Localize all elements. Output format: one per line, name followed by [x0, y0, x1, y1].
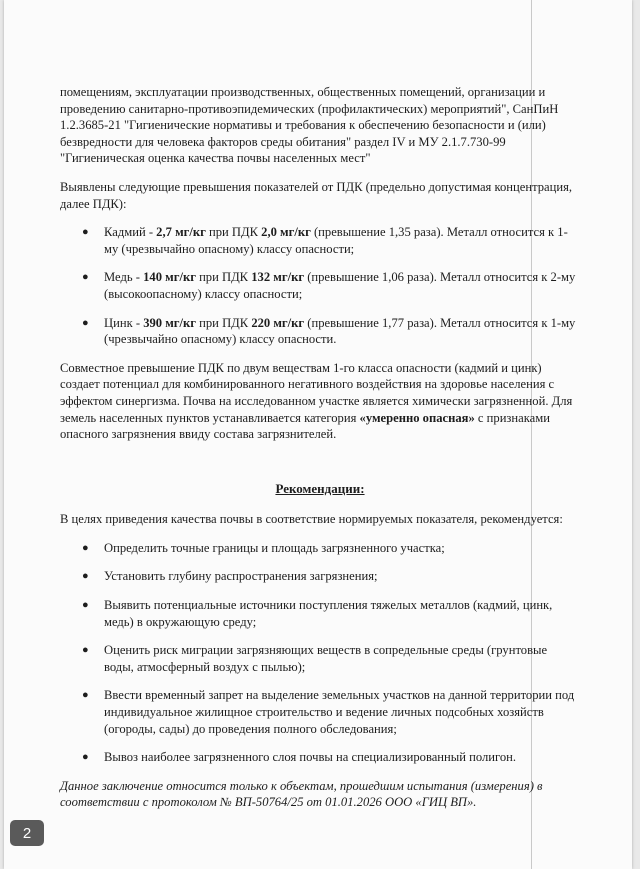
exceedance-intro: Выявлены следующие превышения показателей от ПДК (предельно допустимая концентрация, далее ПДК): [60, 179, 573, 211]
measured-value: 2,7 мг/кг [156, 225, 206, 240]
recommendation-item: ● Оценить риск миграции загрязняющих веществ в сопредельные среды (грунтовые воды, атмосферный воздух с пылью); [82, 643, 548, 674]
document-page [4, 0, 632, 869]
recommendation-item: ● Установить глубину распространения загрязнения; [82, 569, 378, 584]
bullet-icon: ● [82, 541, 89, 554]
page-number-badge[interactable]: 2 [10, 820, 44, 846]
recommendation-item: ● Определить точные границы и площадь загрязненного участка; [82, 540, 445, 555]
measured-value: 140 мг/кг [143, 270, 196, 285]
bullet-icon: ● [82, 316, 89, 329]
pdk-value: 2,0 мг/кг [261, 225, 311, 240]
bullet-icon: ● [82, 599, 89, 612]
recommendations-list [60, 540, 580, 766]
bullet-icon: ● [82, 751, 89, 764]
bullet-icon: ● [82, 644, 89, 657]
recommendation-item: ● Вывоз наиболее загрязненного слоя почвы на специализированный полигон. [82, 750, 517, 765]
exceedance-list [60, 224, 580, 348]
bullet-icon: ● [82, 689, 89, 702]
pdk-value: 132 мг/кг [251, 270, 305, 285]
document-body [60, 84, 580, 823]
pdk-value: 220 мг/кг [251, 315, 305, 330]
exceedance-item-zinc: ● Цинк - 390 мг/кг при ПДК 220 мг/кг (превышение 1,77 раза). Металл относится к 1-му (чрезвычайно опасному) классу опасности. [82, 315, 576, 347]
bullet-icon: ● [82, 271, 89, 284]
conclusion-paragraph: Совместное превышение ПДК по двум веществам 1-го класса опасности (кадмий и цинк) создает потенциал для комбинированного негативного воздействия на здоровье населения с эффектом синергизма. Почва на исследованном участке является химически загрязненной. Для земель населенных пунктов устанавливается категория «умеренно опасная» с признаками опасного загрязнения ввиду состава загрязнителей. [60, 360, 573, 442]
exceedance-item-cadmium: ● Кадмий - 2,7 мг/кг при ПДК 2,0 мг/кг (превышение 1,35 раза). Металл относится к 1-му (чрезвычайно опасному) классу опасности; [82, 225, 568, 256]
measured-value: 390 мг/кг [143, 315, 196, 330]
intro-paragraph: помещениям, эксплуатации производственных, общественных помещений, организации и проведению санитарно-противоэпидемических (профилактических) мероприятий", СанПиН 1.2.3685-21 "Гигиенические нормативы и требования к обеспечению безопасности и (или) безвредности для человека факторов среды обитания" раздел IV и МУ 2.1.7.730-99 "Гигиеническая оценка качества почвы населенных мест" [60, 85, 559, 166]
hazard-category: «умеренно опасная» [359, 410, 475, 425]
recommendation-item: ● Выявить потенциальные источники поступления тяжелых металлов (кадмий, цинк, медь) в окружающую среду; [82, 598, 553, 629]
bullet-icon: ● [82, 570, 89, 583]
recommendation-item: ● Ввести временный запрет на выделение земельных участков на данной территории под индивидуальное жилищное строительство и ведение личных подсобных хозяйств (огороды, сады) до проведения полного обследования; [82, 688, 575, 736]
exceedance-item-copper: ● Медь - 140 мг/кг при ПДК 132 мг/кг (превышение 1,06 раза). Металл относится к 2-му (высокоопасному) классу опасности; [82, 270, 576, 301]
recommendations-intro: В целях приведения качества почвы в соответствие нормируемых показателя, рекомендуется: [60, 512, 563, 527]
recommendations-heading: Рекомендации: [275, 480, 365, 496]
bullet-icon: ● [82, 226, 89, 239]
protocol-note: Данное заключение относится только к объектам, прошедшим испытания (измерения) в соответствии с протоколом № ВП-50764/25 от 01.01.2026 ООО «ГИЦ ВП». [60, 778, 543, 810]
